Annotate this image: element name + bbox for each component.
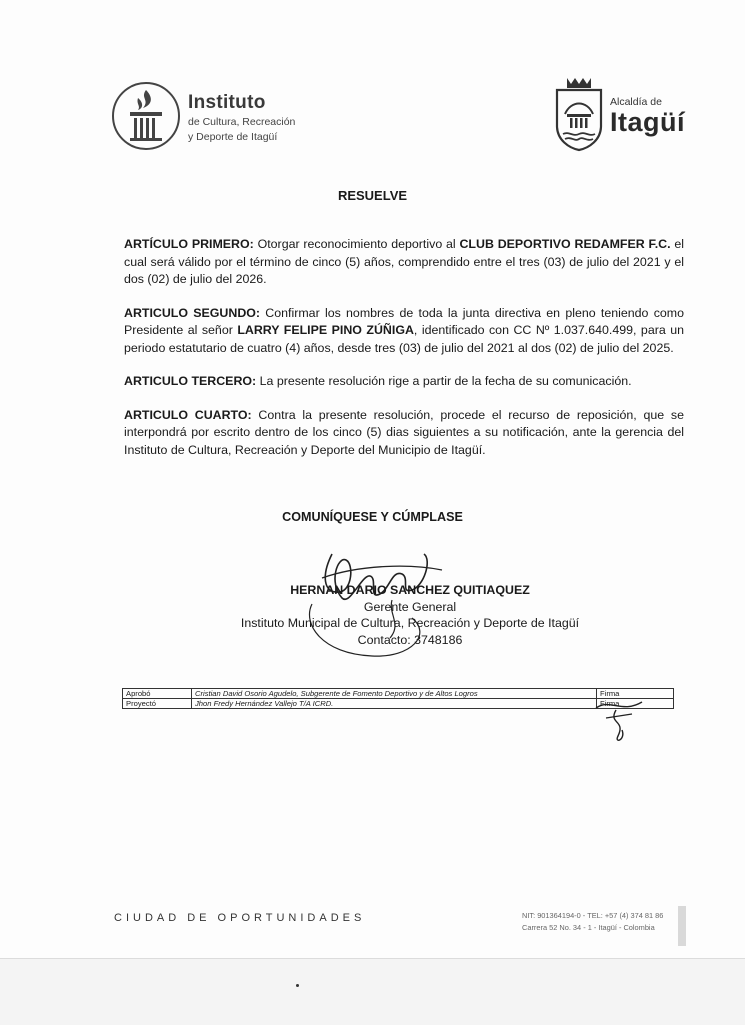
article-title: ARTICULO TERCERO: (124, 374, 257, 388)
article-tercero (124, 373, 684, 391)
city-name: Itagüí (610, 107, 685, 137)
closing-formula: COMUNÍQUESE Y CÚMPLASE (282, 510, 463, 524)
initials-signature-icon (586, 690, 656, 750)
row-value: Jhon Fredy Hernández Vallejo T/A ICRD. (192, 699, 597, 709)
signatory-name: HERNAN DARIO SANCHEZ QUITIAQUEZ (290, 583, 530, 597)
alcaldia-label: Alcaldía de (610, 96, 662, 108)
footer-line-2: Carrera 52 No. 34 - 1 - Itagüí - Colombia (522, 923, 655, 932)
article-title: ARTICULO SEGUNDO: (124, 305, 261, 320)
article-title: ARTÍCULO PRIMERO: (124, 237, 254, 251)
row-value: Cristian David Osorio Agudelo, Subgerente de Fomento Deportivo y de Altos Logros (192, 689, 597, 699)
article-segundo (124, 305, 684, 358)
signatory-organization: Instituto Municipal de Cultura, Recreación y Deporte de Itagüí (240, 616, 580, 630)
article-primero (124, 236, 684, 289)
institute-subtitle-line-1: de Cultura, Recreación (188, 116, 296, 128)
signatory-role: Gerente General (363, 599, 457, 614)
row-firma: Firma (597, 689, 674, 699)
article-text: Confirmar los nombres de toda la junta directiva en pleno teniendo como Presidente al señor (124, 305, 684, 337)
club-name: CLUB DEPORTIVO REDAMFER F.C. (459, 237, 671, 251)
footer-contact (522, 910, 663, 934)
article-text: Otorgar reconocimiento deportivo al (253, 237, 460, 251)
article-title: ARTICULO CUARTO: (124, 407, 252, 422)
article-text: Contra la presente resolución, procede el recurso de reposición, que se interpondrá por escrito dentro de los cinco (5) dias siguientes a su notificación, ante la gerencia del Instituto de Cultura, Recreación y Deporte del Municipio de Itagüí. (124, 407, 684, 457)
letterhead (0, 0, 745, 170)
article-text: La presente resolución rige a partir de la fecha de su comunicación. (256, 374, 632, 388)
article-cuarto (124, 407, 684, 460)
row-firma: Firma (597, 699, 674, 709)
scan-dot (296, 984, 299, 987)
resolution-heading: RESUELVE (337, 188, 408, 203)
signatory-contact: Contacto: 3748186 (357, 632, 463, 647)
page-bottom-edge (0, 958, 745, 1025)
president-name: LARRY FELIPE PINO ZÚÑIGA (237, 323, 414, 337)
footer-line-1: NIT: 901364194-0 - TEL: +57 (4) 374 81 86 (522, 911, 664, 920)
row-label: Aprobó (123, 689, 192, 699)
institute-logo-icon (110, 80, 182, 152)
scan-fold-mark (678, 906, 686, 946)
itagui-shield-icon (553, 74, 605, 152)
articles-body (124, 236, 684, 475)
article-text: , identificado con CC Nº 1.037.640.499, para un periodo estatutario de cuatro (4) años, desde tres (03) de julio del 2021 al dos (02) de julio del 2025. (124, 323, 684, 355)
row-label: Proyectó (123, 699, 192, 709)
institute-wordmark (188, 92, 295, 144)
article-text: el cual será válido por el término de cinco (5) años, comprendido entre el tres (03) de julio del 2021 y el dos (02) de julio del 2026. (124, 237, 685, 286)
institute-name: Instituto (188, 92, 266, 113)
signatory-block (200, 582, 620, 648)
footer-slogan: CIUDAD DE OPORTUNIDADES (114, 912, 366, 924)
institute-subtitle-line-2: y Deporte de Itagüí (188, 131, 278, 143)
alcaldia-wordmark (610, 96, 685, 136)
